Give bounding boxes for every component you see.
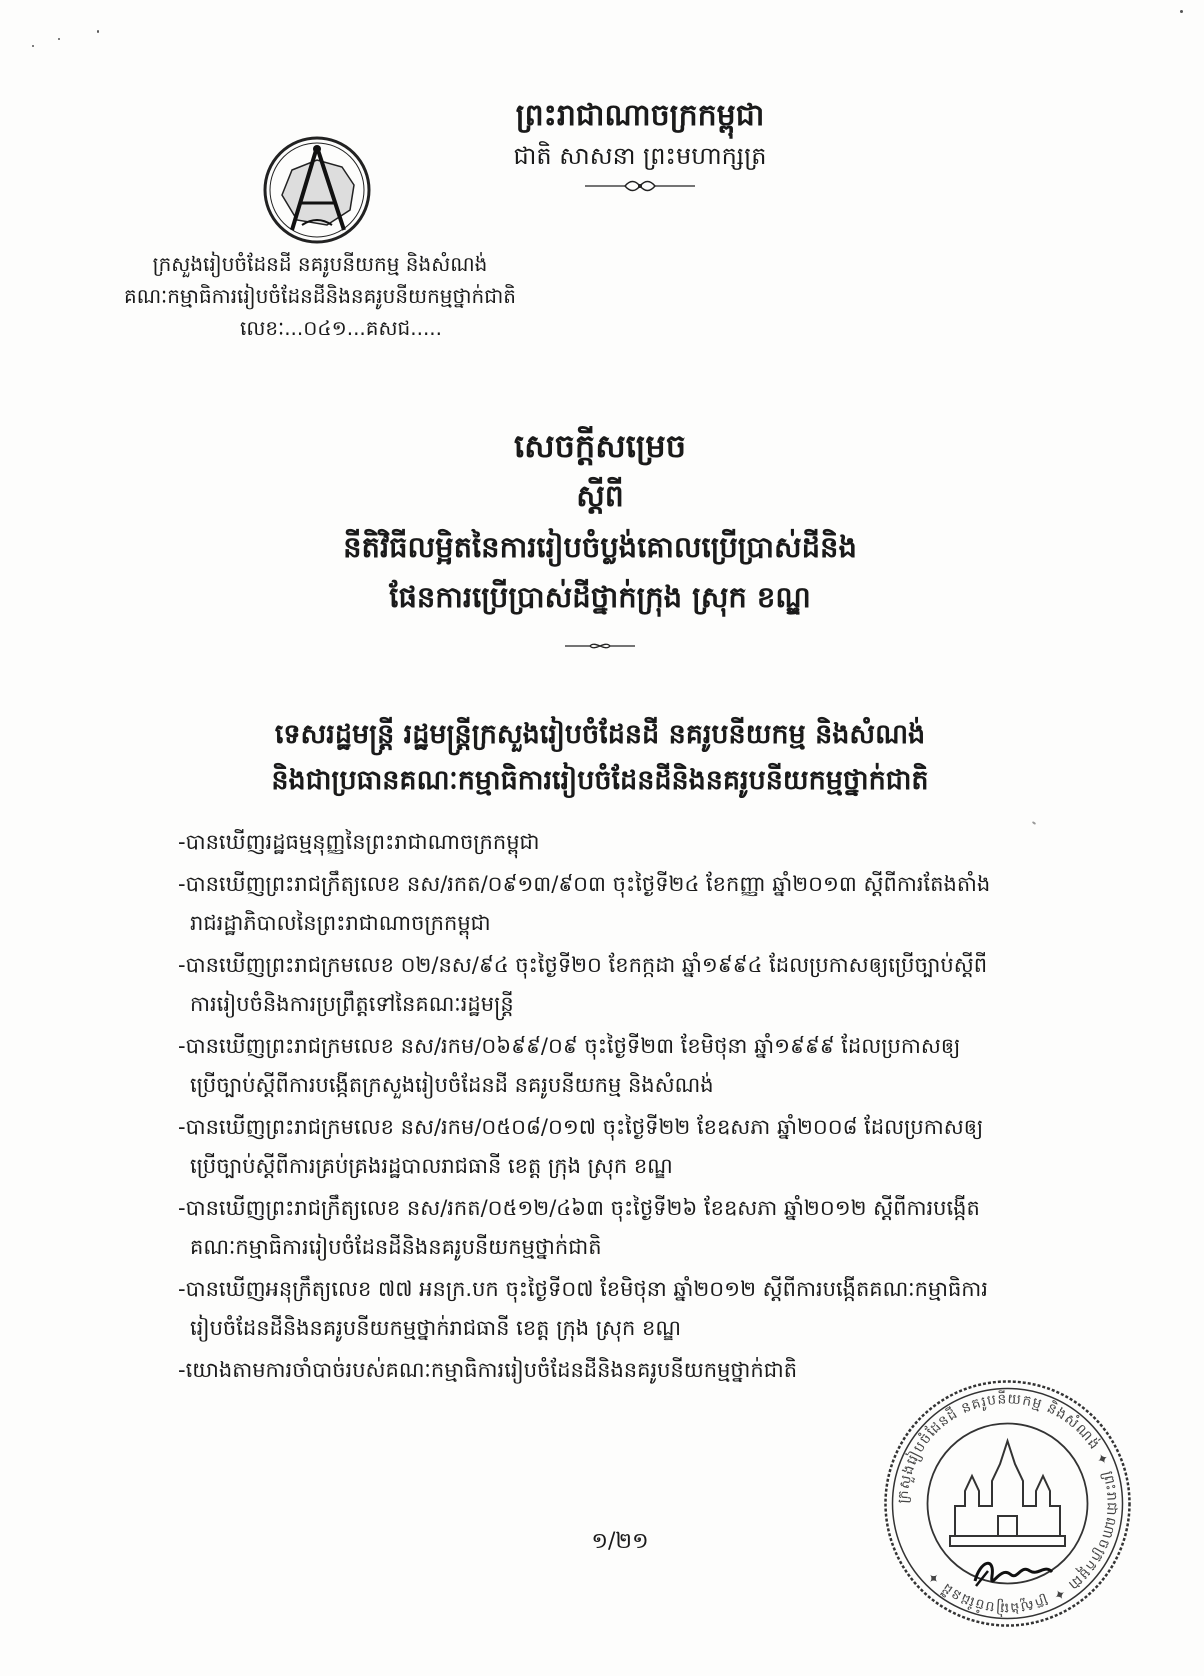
list-item	[180, 823, 1110, 862]
consideration-line: -បានឃើញព្រះរាជក្រមលេខ នស/រកម/០៥០៨/០១៧ ចុះថ្ងៃទី២២ ខែឧសភា ឆ្នាំ២០០៨ ដែលប្រកាសឲ្យ	[178, 1115, 984, 1139]
list-item	[180, 1108, 1110, 1186]
ministry-block	[60, 248, 580, 344]
scan-speckle	[1180, 10, 1183, 13]
consideration-continuation: ប្រើច្បាប់ស្តីពីការគ្រប់គ្រងរដ្ឋបាលរាជធានី ខេត្ត ក្រុង ស្រុក ខណ្ឌ	[190, 1154, 673, 1178]
decision-subject-line1: នីតិវិធីលម្អិតនៃការរៀបចំប្លង់គោលប្រើប្រាស់ដីនិង	[343, 530, 857, 564]
consideration-continuation: គណៈកម្មាធិការរៀបចំដែនដីនិងនគរូបនីយកម្មថ្នាក់ជាតិ	[190, 1235, 602, 1259]
list-item	[180, 1189, 1110, 1267]
kingdom-name: ព្រះរាជាណាចក្រកម្ពុជា	[515, 98, 765, 133]
consideration-line: -បានឃើញព្រះរាជក្រឹត្យលេខ នស/រកត/០៥១២/៤៦៣ ចុះថ្ងៃទី២៦ ខែឧសភា ឆ្នាំ២០១២ ស្តីពីការបង្កើត	[178, 1196, 980, 1220]
decision-on-label: ស្តីពី	[576, 479, 624, 514]
consideration-continuation: រៀបចំដែនដីនិងនគរូបនីយកម្មថ្នាក់រាជធានី ខេត្ត ក្រុង ស្រុក ខណ្ឌ	[190, 1316, 681, 1340]
list-item	[180, 946, 1110, 1024]
reference-number: លេខៈ...០៤១...គសជ.....	[240, 316, 443, 340]
consideration-continuation: ប្រើច្បាប់ស្តីពីការបង្កើតក្រសួងរៀបចំដែនដី នគរូបនីយកម្ម និងសំណង់	[190, 1073, 714, 1097]
consideration-continuation: រាជរដ្ឋាភិបាលនៃព្រះរាជាណាចក្រកម្ពុជា	[190, 911, 491, 935]
scan-speckle	[97, 30, 99, 33]
kingdom-header	[440, 95, 840, 193]
consideration-line: -យោងតាមការចាំបាច់របស់គណៈកម្មាធិការរៀបចំដែនដីនិងនគរូបនីយកម្មថ្នាក់ជាតិ	[178, 1358, 798, 1382]
decision-title-block	[200, 420, 1000, 652]
consideration-line: -បានឃើញព្រះរាជក្រមលេខ ០២/នស/៩៤ ចុះថ្ងៃទី២០ ខែកក្កដា ឆ្នាំ១៩៩៤ ដែលប្រកាសឲ្យប្រើច្បាប់ស្តីពី	[178, 953, 988, 977]
consideration-line: -បានឃើញអនុក្រឹត្យលេខ ៧៧ អនក្រ.បក ចុះថ្ងៃទី០៧ ខែមិថុនា ឆ្នាំ២០១២ ស្តីពីការបង្កើតគណៈកម្មាធិការ	[178, 1277, 988, 1301]
issuer-block	[150, 712, 1050, 804]
decision-subject-line2: ផែនការប្រើប្រាស់ដីថ្នាក់ក្រុង ស្រុក ខណ្ឌ	[389, 580, 811, 614]
consideration-line: -បានឃើញរដ្ឋធម្មនុញ្ញនៃព្រះរាជាណាចក្រកម្ពុជា	[178, 830, 540, 854]
consideration-line: -បានឃើញព្រះរាជក្រមលេខ នស/រកម/០៦៩៩/០៩ ចុះថ្ងៃទី២៣ ខែមិថុនា ឆ្នាំ១៩៩៩ ដែលប្រកាសឲ្យ	[178, 1034, 961, 1058]
list-item	[180, 1270, 1110, 1348]
official-seal-icon	[880, 1376, 1135, 1631]
issuer-line2: និងជាប្រធានគណៈកម្មាធិការរៀបចំដែនដីនិងនគរូបនីយកម្មថ្នាក់ជាតិ	[271, 765, 929, 796]
list-item	[180, 865, 1110, 943]
issuer-line1: ទេសរដ្ឋមន្ត្រី រដ្ឋមន្ត្រីក្រសួងរៀបចំដែនដី នគរូបនីយកម្ម និងសំណង់	[274, 719, 926, 750]
scan-speckle	[58, 38, 60, 40]
ornament-divider-icon	[565, 640, 635, 652]
ministry-emblem-icon	[262, 135, 372, 245]
consideration-line: -បានឃើញព្រះរាជក្រឹត្យលេខ នស/រកត/០៩១៣/៩០៣ ចុះថ្ងៃទី២៤ ខែកញ្ញា ឆ្នាំ២០១៣ ស្តីពីការតែងតាំង	[178, 872, 991, 896]
national-motto: ជាតិ សាសនា ព្រះមហាក្សត្រ	[513, 142, 767, 170]
decision-title: សេចក្តីសម្រេច	[513, 427, 687, 465]
ministry-name: ក្រសួងរៀបចំដែនដី នគរូបនីយកម្ម និងសំណង់	[152, 252, 488, 276]
list-item	[180, 1027, 1110, 1105]
page-number: ១/២១	[591, 1529, 649, 1554]
considerations-list	[180, 823, 1110, 1393]
ornament-divider-icon	[585, 179, 695, 193]
consideration-continuation: ការរៀបចំនិងការប្រព្រឹត្តទៅនៃគណៈរដ្ឋមន្ត្រី	[190, 992, 514, 1016]
scan-speckle	[32, 45, 34, 47]
committee-name: គណៈកម្មាធិការរៀបចំដែនដីនិងនគរូបនីយកម្មថ្នាក់ជាតិ	[124, 284, 516, 308]
svg-text:ក្រសួងរៀបចំដែនដី នគរូបនីយកម្ម: ក្រសួងរៀបចំដែនដី នគរូបនីយកម្ម និងសំណង់ ✦ ព្រះរាជាណាចក្រកម្ពុជា ✦ ក្រសួងរៀបចំដែនដី ✦	[895, 1391, 1120, 1616]
